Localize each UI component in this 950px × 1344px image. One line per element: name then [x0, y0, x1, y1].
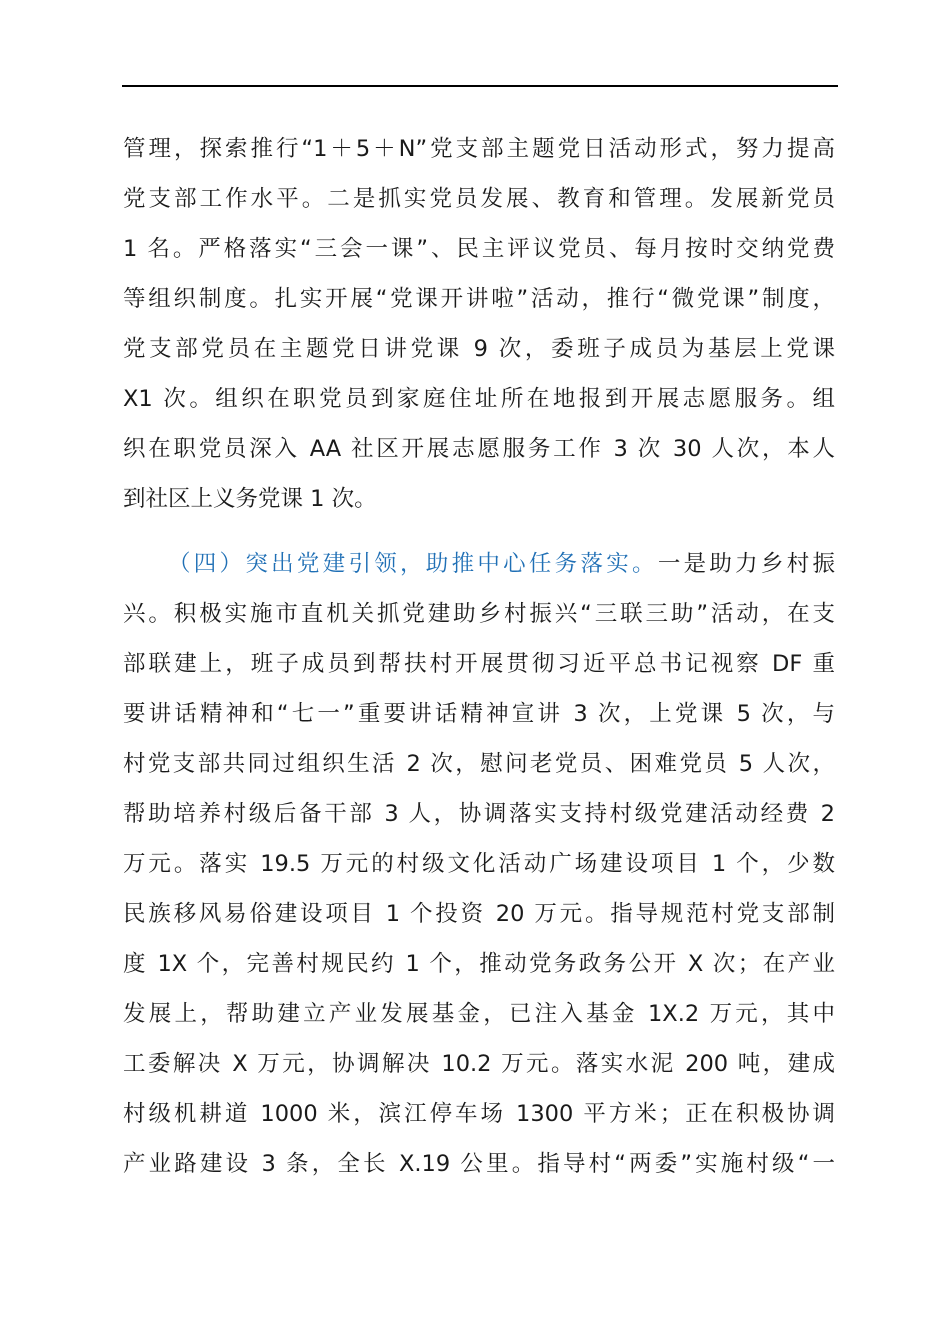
- document-body: [123, 124, 835, 1189]
- text-line: 村党支部共同过组织生活 2 次，慰问老党员、困难党员 5 人次，: [123, 751, 835, 777]
- header-rule: [122, 85, 838, 87]
- text-line: 管理，探索推行“1＋5＋N”党支部主题党日活动形式，努力提高: [123, 136, 835, 162]
- text-line: 要讲话精神和“七一”重要讲话精神宣讲 3 次，上党课 5 次，与: [123, 701, 835, 727]
- text-line: 等组织制度。扎实开展“党课开讲啦”活动，推行“微党课”制度，: [123, 286, 835, 312]
- paragraph-2: [123, 539, 835, 1189]
- text-line: 到社区上义务党课 1 次。: [123, 486, 377, 512]
- text-line: 党支部党员在主题党日讲党课 9 次，委班子成员为基层上党课: [123, 336, 835, 362]
- text-line: 民族移风易俗建设项目 1 个投资 20 万元。指导规范村党支部制: [123, 901, 835, 927]
- text-line: 部联建上，班子成员到帮扶村开展贯彻习近平总书记视察 DF 重: [123, 651, 835, 677]
- section-heading: （四）突出党建引领，助推中心任务落实。: [168, 551, 658, 577]
- paragraph-1: [123, 124, 835, 524]
- text-line: 帮助培养村级后备干部 3 人，协调落实支持村级党建活动经费 2: [123, 801, 835, 827]
- text-line: 1 名。严格落实“三会一课”、民主评议党员、每月按时交纳党费: [123, 236, 835, 262]
- text-line: 织在职党员深入 AA 社区开展志愿服务工作 3 次 30 人次，本人: [123, 436, 835, 462]
- text-line: 产业路建设 3 条，全长 X.19 公里。指导村“两委”实施村级“一: [123, 1151, 835, 1177]
- text-line: 工委解决 X 万元，协调解决 10.2 万元。落实水泥 200 吨，建成: [123, 1051, 835, 1077]
- paragraph-spacer: [123, 524, 835, 539]
- text-line: 兴。积极实施市直机关抓党建助乡村振兴“三联三助”活动，在支: [123, 601, 835, 627]
- text-line: 发展上，帮助建立产业发展基金，已注入基金 1X.2 万元，其中: [123, 1001, 835, 1027]
- text-line: 度 1X 个，完善村规民约 1 个，推动党务政务公开 X 次；在产业: [123, 951, 835, 977]
- text-line: X1 次。组织在职党员到家庭住址所在地报到开展志愿服务。组: [123, 386, 835, 412]
- text-line: 万元。落实 19.5 万元的村级文化活动广场建设项目 1 个，少数: [123, 851, 835, 877]
- text-line: 党支部工作水平。二是抓实党员发展、教育和管理。发展新党员: [123, 186, 835, 212]
- first-line-text: 一是助力乡村振: [657, 551, 835, 577]
- text-line: 村级机耕道 1000 米，滨江停车场 1300 平方米；正在积极协调: [123, 1101, 835, 1127]
- paragraph-first-line: [123, 539, 835, 589]
